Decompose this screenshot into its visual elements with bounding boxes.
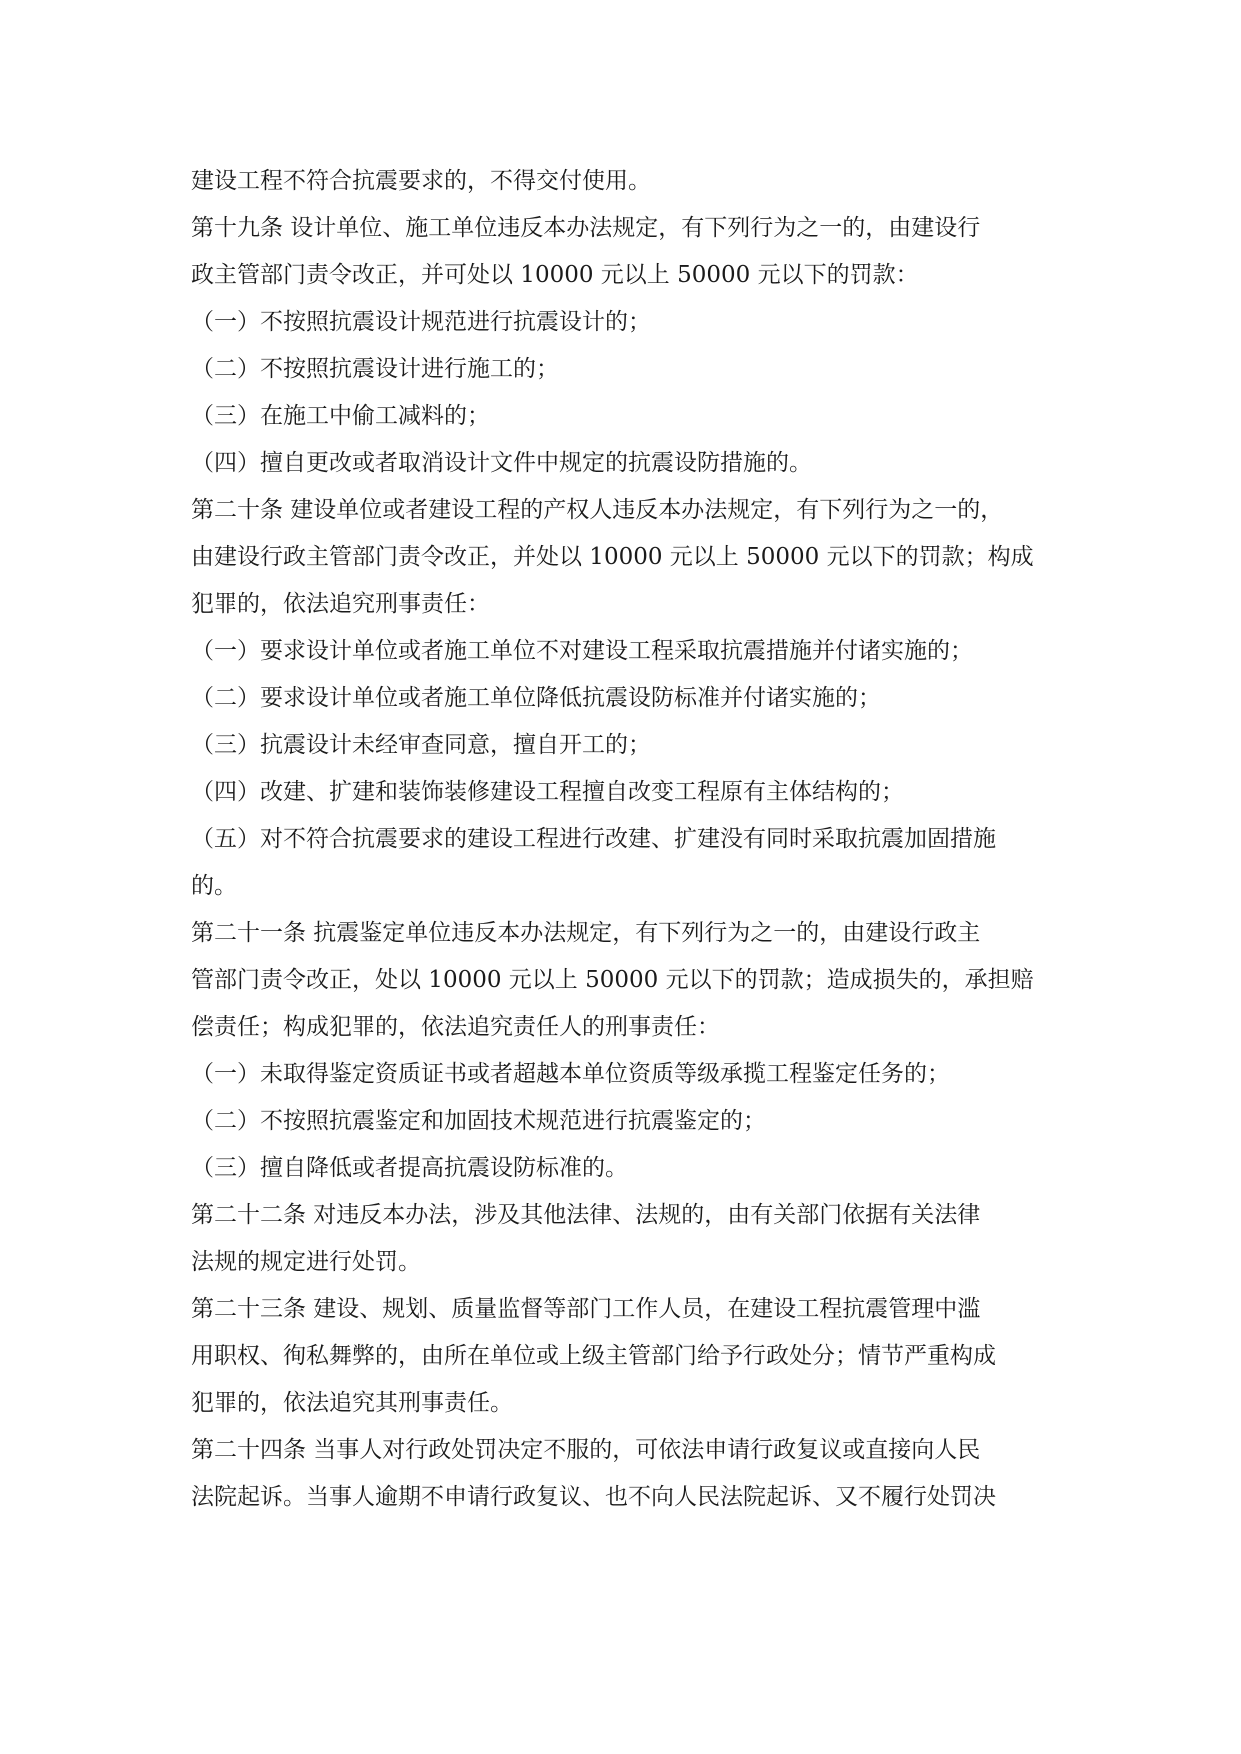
text-line: 建设工程不符合抗震要求的，不得交付使用。 — [191, 168, 651, 194]
text-line: 偿责任；构成犯罪的，依法追究责任人的刑事责任： — [191, 1014, 720, 1040]
list-item: （四）擅自更改或者取消设计文件中规定的抗震设防措施的。 — [191, 450, 812, 476]
text-line: 法规的规定进行处罚。 — [191, 1249, 421, 1275]
list-item: （二）要求设计单位或者施工单位降低抗震设防标准并付诸实施的； — [191, 685, 881, 711]
article-23-heading-line: 第二十三条 建设、规划、质量监督等部门工作人员，在建设工程抗震管理中滥 — [191, 1296, 981, 1322]
text-line: 法院起诉。当事人逾期不申请行政复议、也不向人民法院起诉、又不履行处罚决 — [191, 1484, 996, 1510]
text-line: 政主管部门责令改正，并可处以 10000 元以上 50000 元以下的罚款： — [191, 262, 919, 288]
article-19-heading-line: 第十九条 设计单位、施工单位违反本办法规定，有下列行为之一的，由建设行 — [191, 215, 981, 241]
article-22-heading-line: 第二十二条 对违反本办法，涉及其他法律、法规的，由有关部门依据有关法律 — [191, 1202, 981, 1228]
list-item: （二）不按照抗震鉴定和加固技术规范进行抗震鉴定的； — [191, 1108, 766, 1134]
list-item: （四）改建、扩建和装饰装修建设工程擅自改变工程原有主体结构的； — [191, 779, 904, 805]
text-line: 犯罪的，依法追究刑事责任： — [191, 591, 490, 617]
article-21-heading-line: 第二十一条 抗震鉴定单位违反本办法规定，有下列行为之一的，由建设行政主 — [191, 920, 981, 946]
list-item: （二）不按照抗震设计进行施工的； — [191, 356, 559, 382]
list-item: （三）抗震设计未经审查同意，擅自开工的； — [191, 732, 651, 758]
list-item: （一）要求设计单位或者施工单位不对建设工程采取抗震措施并付诸实施的； — [191, 638, 973, 664]
list-item: （一）未取得鉴定资质证书或者超越本单位资质等级承揽工程鉴定任务的； — [191, 1061, 950, 1087]
list-item: （三）擅自降低或者提高抗震设防标准的。 — [191, 1155, 628, 1181]
text-line: 的。 — [191, 873, 237, 899]
document-body — [191, 158, 1051, 1521]
article-24-heading-line: 第二十四条 当事人对行政处罚决定不服的，可依法申请行政复议或直接向人民 — [191, 1437, 981, 1463]
article-20-heading-line: 第二十条 建设单位或者建设工程的产权人违反本办法规定，有下列行为之一的， — [191, 497, 1004, 523]
text-line: 犯罪的，依法追究其刑事责任。 — [191, 1390, 513, 1416]
list-item: （三）在施工中偷工减料的； — [191, 403, 490, 429]
text-line: 用职权、徇私舞弊的，由所在单位或上级主管部门给予行政处分；情节严重构成 — [191, 1343, 996, 1369]
text-line: 由建设行政主管部门责令改正，并处以 10000 元以上 50000 元以下的罚款；构成 — [191, 544, 1034, 570]
list-item: （一）不按照抗震设计规范进行抗震设计的； — [191, 309, 651, 335]
list-item: （五）对不符合抗震要求的建设工程进行改建、扩建没有同时采取抗震加固措施 — [191, 826, 996, 852]
text-line: 管部门责令改正，处以 10000 元以上 50000 元以下的罚款；造成损失的，承担赔 — [191, 967, 1034, 993]
